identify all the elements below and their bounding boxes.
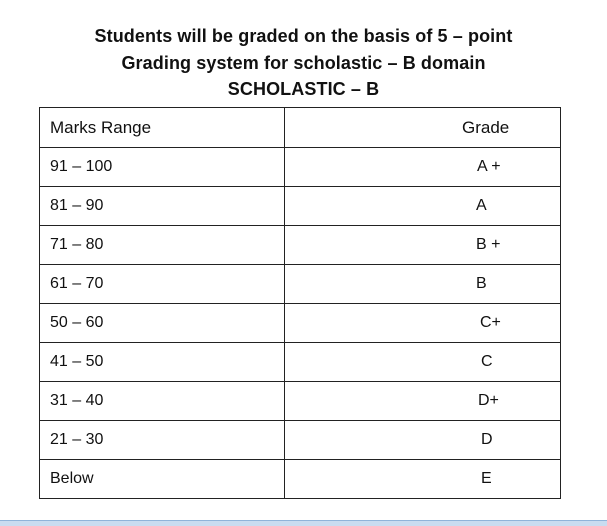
grade-cell <box>285 460 561 499</box>
heading-line-2: Grading system for scholastic – B domain <box>121 53 486 73</box>
marks-range-cell: 81 – 90 <box>40 187 285 226</box>
grade-cell <box>285 226 561 265</box>
grade-cell <box>285 304 561 343</box>
marks-range-cell: 61 – 70 <box>40 265 285 304</box>
grade-value: A + <box>477 158 501 175</box>
grade-cell <box>285 265 561 304</box>
grade-value: E <box>481 470 492 487</box>
table-row <box>40 343 561 382</box>
marks-range-cell: 31 – 40 <box>40 382 285 421</box>
grade-value: A <box>476 197 487 214</box>
marks-range-cell: 91 – 100 <box>40 148 285 187</box>
table-row <box>40 265 561 304</box>
table-row <box>40 304 561 343</box>
grade-value: D <box>481 431 493 448</box>
table-row <box>40 421 561 460</box>
grade-value: C <box>481 353 493 370</box>
table-row <box>40 187 561 226</box>
marks-range-cell: 71 – 80 <box>40 226 285 265</box>
grade-cell <box>285 421 561 460</box>
heading-line-3: SCHOLASTIC – B <box>227 79 380 99</box>
marks-range-cell: 41 – 50 <box>40 343 285 382</box>
marks-range-header: Marks Range <box>40 108 285 148</box>
grade-header-cell <box>285 108 561 148</box>
table-header-row <box>40 108 561 148</box>
grade-cell <box>285 187 561 226</box>
table-row <box>40 226 561 265</box>
grade-header: Grade <box>462 117 510 137</box>
marks-range-cell: 21 – 30 <box>40 421 285 460</box>
grade-cell <box>285 343 561 382</box>
marks-range-cell: 50 – 60 <box>40 304 285 343</box>
grading-table <box>39 107 561 499</box>
table-row <box>40 460 561 499</box>
marks-range-cell: Below <box>40 460 285 499</box>
table-row <box>40 382 561 421</box>
grade-value: C+ <box>480 314 501 331</box>
grade-cell <box>285 148 561 187</box>
grade-value: D+ <box>478 392 499 409</box>
heading-line-1: Students will be graded on the basis of 5 – point <box>94 26 513 46</box>
grade-value: B <box>476 275 487 292</box>
table-row <box>40 148 561 187</box>
bottom-edge-bar <box>0 520 607 526</box>
grade-value: B + <box>476 236 501 253</box>
grade-cell <box>285 382 561 421</box>
